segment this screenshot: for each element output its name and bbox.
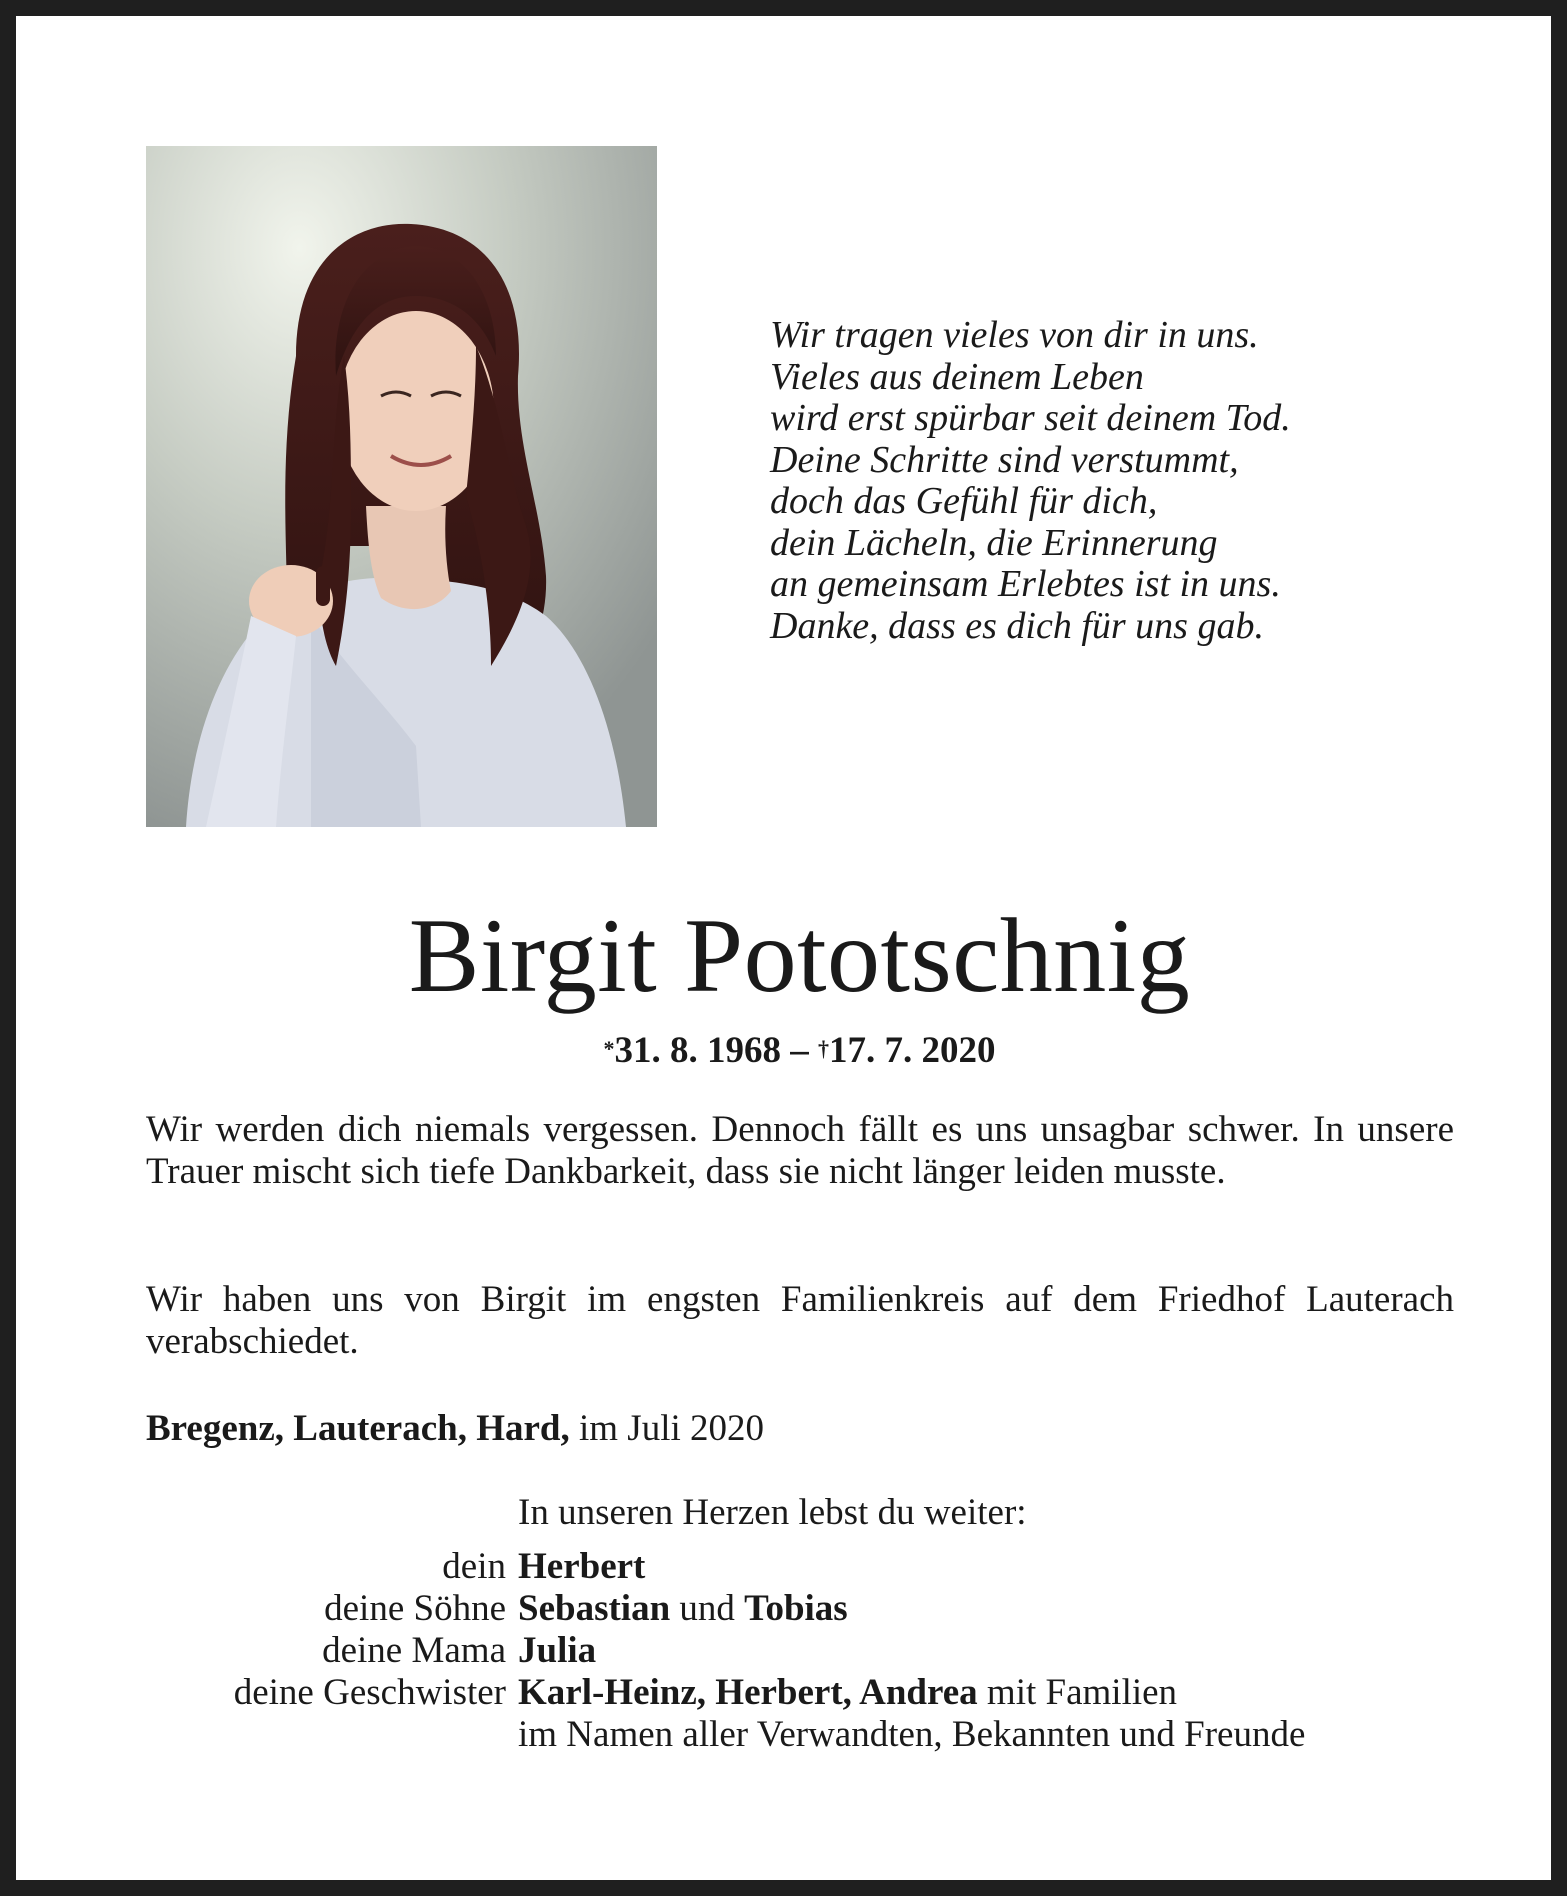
life-dates	[16, 1026, 1567, 1076]
mourner-name: Julia	[518, 1630, 597, 1671]
mourner-relation: deine Mama	[322, 1630, 506, 1671]
mourners-list	[146, 1546, 1454, 1756]
message-paragraph-1: Wir werden dich niemals vergessen. Dennoch fällt es uns unsagbar schwer. In unsere Trauer mischt sich tiefe Dankbarkeit, dass sie nicht länger leiden musste.	[146, 1109, 1454, 1192]
mourner-relation: deine Geschwister	[233, 1672, 506, 1713]
mourner-relation: deine Söhne	[324, 1588, 506, 1629]
poem-line: doch das Gefühl für dich,	[770, 480, 1158, 522]
mourner-name: Karl-Heinz, Herbert, Andrea	[518, 1672, 978, 1713]
mourner-relation	[146, 1714, 518, 1756]
mourner-name: Tobias	[744, 1588, 848, 1629]
poem-line: wird erst spürbar seit deinem Tod.	[770, 397, 1291, 439]
place-and-date	[146, 1408, 764, 1450]
mourner-row	[146, 1672, 1454, 1714]
deceased-name: Birgit Pototschnig	[408, 897, 1191, 1014]
mourner-closing: im Namen aller Verwandten, Bekannten und Freunde	[518, 1714, 1306, 1755]
poem-line: Vieles aus deinem Leben	[770, 355, 1144, 398]
poem-line: Danke, dass es dich für uns gab.	[770, 604, 1264, 647]
birth-date: 31. 8. 1968	[614, 1030, 781, 1071]
message-paragraph-2: Wir haben uns von Birgit im engsten Familienkreis auf dem Friedhof Lauterach verabschiedet.	[146, 1279, 1454, 1362]
conjunction: und	[679, 1588, 735, 1629]
portrait-photo	[146, 146, 657, 827]
mourner-row	[146, 1546, 1454, 1588]
month-year: im Juli 2020	[578, 1408, 765, 1449]
poem-line: Deine Schritte sind verstummt,	[770, 438, 1239, 481]
poem-line: Wir tragen vieles von dir in uns.	[770, 314, 1259, 356]
death-date: 17. 7. 2020	[829, 1030, 996, 1071]
birth-symbol: *	[603, 1036, 615, 1061]
poem-line: dein Lächeln, die Erinnerung	[770, 521, 1218, 564]
mourners-heading: In unseren Herzen lebst du weiter:	[518, 1492, 1027, 1533]
mourner-row	[146, 1714, 1454, 1756]
portrait-illustration	[146, 146, 657, 827]
mourner-name: Sebastian	[518, 1588, 671, 1629]
memorial-poem	[770, 315, 1410, 647]
mourner-name: Herbert	[518, 1546, 646, 1587]
mourner-row	[146, 1630, 1454, 1672]
date-separator: –	[781, 1030, 818, 1071]
mourner-row	[146, 1588, 1454, 1630]
mourner-relation: dein	[442, 1546, 506, 1587]
death-symbol: †	[818, 1036, 829, 1061]
poem-line: an gemeinsam Erlebtes ist in uns.	[770, 563, 1281, 605]
mourner-suffix: mit Familien	[986, 1672, 1178, 1713]
places: Bregenz, Lauterach, Hard,	[146, 1408, 570, 1449]
